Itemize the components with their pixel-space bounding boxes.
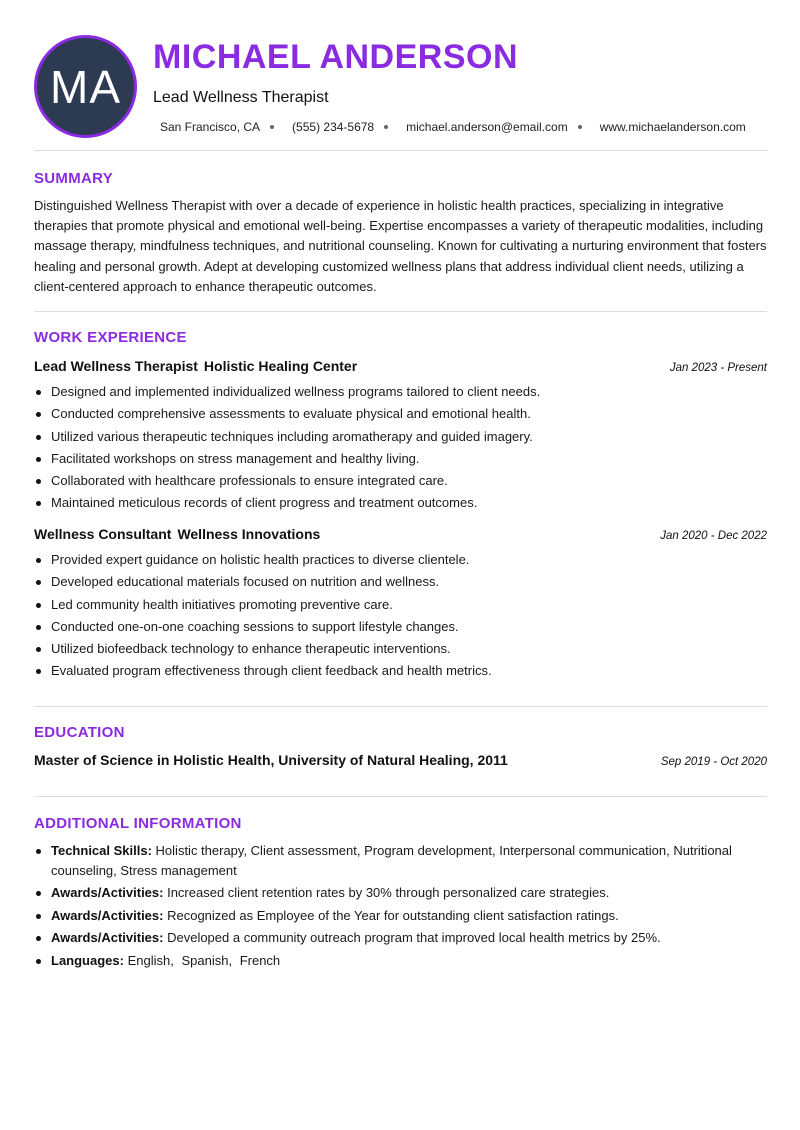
separator-dot — [270, 125, 274, 129]
bullet-text: Facilitated workshops on stress management and healthy living. — [51, 450, 420, 466]
bullet-text: Conducted one-on-one coaching sessions to support lifestyle changes. — [51, 618, 459, 634]
education-heading: EDUCATION — [34, 724, 125, 741]
job-title-line — [34, 526, 320, 542]
job-position: Wellness Consultant — [34, 526, 172, 542]
list-item — [34, 906, 767, 926]
bullet-text: Designed and implemented individualized wellness programs tailored to client needs. — [51, 384, 541, 399]
info-text: Increased client retention rates by 30% through personalized care strategies. — [167, 885, 610, 901]
divider — [34, 311, 767, 312]
bullet-dot — [36, 914, 41, 919]
info-label: Technical Skills: — [51, 843, 152, 858]
job-title-line — [34, 358, 357, 374]
info-label: Languages: — [51, 952, 124, 968]
info-label: Awards/Activities: — [51, 885, 164, 901]
list-item — [34, 549, 767, 571]
education-degree: Master of Science in Holistic Health, University of Natural Healing, 2011 — [34, 752, 508, 768]
bullet-text: Utilized various therapeutic techniques including aromatherapy and guided imagery. — [51, 428, 533, 444]
list-item — [34, 381, 767, 403]
list-item — [34, 571, 767, 593]
language: Spanish, — [181, 952, 233, 968]
bullet-dot — [36, 647, 41, 652]
bullet-dot — [36, 412, 41, 417]
job-dates: Jan 2020 - Dec 2022 — [660, 530, 767, 542]
separator-dot — [384, 125, 388, 129]
language: English, — [127, 952, 174, 968]
language: French — [239, 952, 281, 968]
divider — [34, 706, 767, 707]
additional-list — [34, 841, 767, 973]
bullet-dot — [36, 891, 41, 896]
additional-heading: ADDITIONAL INFORMATION — [34, 815, 242, 832]
bullet-text: Provided expert guidance on holistic health practices to diverse clientele. — [51, 552, 470, 567]
info-label: Awards/Activities: — [51, 907, 164, 923]
info-text: Developed a community outreach program that improved local health metrics by 25%. — [167, 929, 661, 945]
bullet-dot — [36, 558, 41, 563]
bullet-dot — [36, 959, 41, 964]
contact-location: San Francisco, CA — [160, 120, 261, 134]
bullet-dot — [36, 390, 41, 395]
info-label: Awards/Activities: — [51, 929, 164, 945]
job-company: Holistic Healing Center — [203, 358, 358, 374]
list-item — [34, 470, 767, 492]
contact-bar — [160, 120, 746, 134]
bullet-dot — [36, 457, 41, 462]
bullet-dot — [36, 603, 41, 608]
list-item — [34, 638, 767, 660]
job-position: Lead Wellness Therapist — [34, 358, 198, 374]
bullet-dot — [36, 501, 41, 506]
list-item — [34, 492, 767, 514]
job-bullets — [34, 381, 767, 515]
info-text: Holistic therapy, Client assessment, Program development, Interpersonal communication, Nutritional counseling, Stress management — [51, 843, 732, 878]
contact-phone: (555) 234-5678 — [292, 120, 375, 134]
bullet-text: Maintained meticulous records of client progress and treatment outcomes. — [51, 495, 478, 511]
job-header — [34, 358, 767, 374]
summary-text: Distinguished Wellness Therapist with over a decade of experience in holistic health practices, specializing in integrative therapies that promote physical and emotional well-being. Expertise encompasses a variety of therapeutic modalities, including massage therapy, mindfulness techniques, and nutritional counseling. Known for cultivating a nurturing environment that fosters healing and personal growth. Adept at developing customized wellness plans that address individual client needs, utilizing a client-centered approach to enhance therapeutic outcomes. — [34, 198, 767, 294]
bullet-dot — [36, 435, 41, 440]
job-header — [34, 526, 767, 542]
bullet-dot — [36, 936, 41, 941]
divider — [34, 796, 767, 797]
bullet-dot — [36, 625, 41, 630]
avatar-initials: MA — [50, 60, 121, 113]
separator-dot — [578, 125, 582, 129]
list-item — [34, 448, 767, 470]
job-dates: Jan 2023 - Present — [669, 362, 767, 374]
list-item — [34, 426, 767, 448]
list-item — [34, 403, 767, 425]
contact-email[interactable]: michael.anderson@email.com — [406, 120, 568, 134]
list-item — [34, 660, 767, 682]
bullet-text: Developed educational materials focused on nutrition and wellness. — [51, 574, 440, 590]
candidate-name: MICHAEL ANDERSON — [153, 38, 519, 76]
languages-item — [34, 951, 767, 971]
bullet-dot — [36, 479, 41, 484]
job-bullets — [34, 549, 767, 683]
bullet-dot — [36, 580, 41, 585]
bullet-text: Led community health initiatives promoting preventive care. — [51, 596, 393, 612]
contact-website[interactable]: www.michaelanderson.com — [599, 120, 746, 134]
info-text: Recognized as Employee of the Year for outstanding client satisfaction ratings. — [167, 907, 619, 923]
bullet-text: Conducted comprehensive assessments to evaluate physical and emotional health. — [51, 406, 531, 422]
list-item — [34, 616, 767, 638]
divider — [34, 150, 767, 151]
bullet-text: Evaluated program effectiveness through client feedback and health metrics. — [51, 663, 492, 679]
avatar — [34, 35, 137, 138]
bullet-dot — [36, 669, 41, 674]
bullet-text: Collaborated with healthcare professionals to ensure integrated care. — [51, 473, 448, 489]
list-item — [34, 928, 767, 948]
bullet-dot — [36, 849, 41, 854]
list-item — [34, 883, 767, 903]
bullet-text: Utilized biofeedback technology to enhance therapeutic interventions. — [51, 641, 451, 657]
list-item — [34, 841, 767, 881]
job-company: Wellness Innovations — [177, 526, 321, 542]
education-dates: Sep 2019 - Oct 2020 — [660, 756, 767, 768]
summary-heading: SUMMARY — [34, 170, 114, 187]
candidate-role: Lead Wellness Therapist — [153, 89, 329, 106]
list-item — [34, 594, 767, 616]
experience-heading: WORK EXPERIENCE — [34, 329, 187, 346]
education-entry — [34, 752, 767, 768]
